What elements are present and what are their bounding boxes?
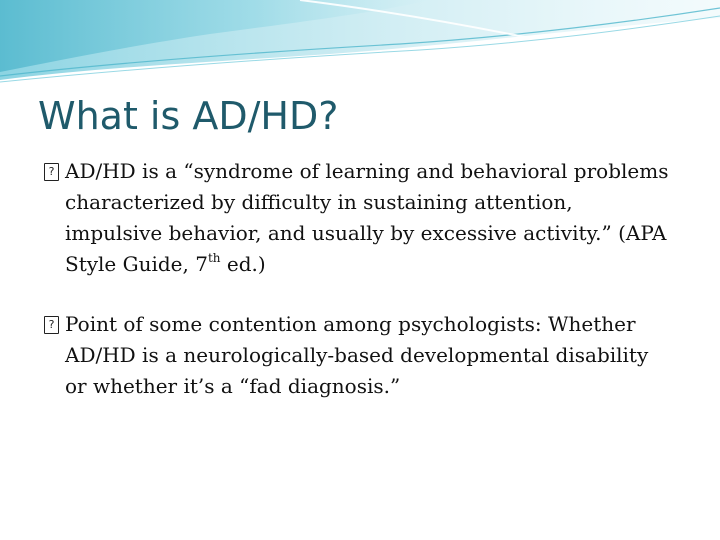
bullet-list (44, 156, 674, 431)
missing-glyph-bullet-icon: ? (44, 316, 59, 334)
contention-text: Point of some contention among psychologists: Whether AD/HD is a neurologically-based developmental disability or whether it’s a “fad diagnosis.” (65, 312, 649, 398)
definition-text: AD/HD is a “syndrome of learning and behavioral problems characterized by difficulty in sustaining attention, impulsive behavior, and usually by excessive activity.” (APA Style Guide, 7 (65, 159, 669, 276)
bullet-item-definition (44, 156, 674, 280)
header-wave-decoration (0, 0, 720, 90)
bullet-item-contention (44, 309, 674, 402)
edition-superscript: th (207, 251, 221, 266)
definition-text-end: ed.) (220, 252, 266, 276)
missing-glyph-bullet-icon: ? (44, 163, 59, 181)
slide-title: What is AD/HD? (38, 94, 339, 138)
